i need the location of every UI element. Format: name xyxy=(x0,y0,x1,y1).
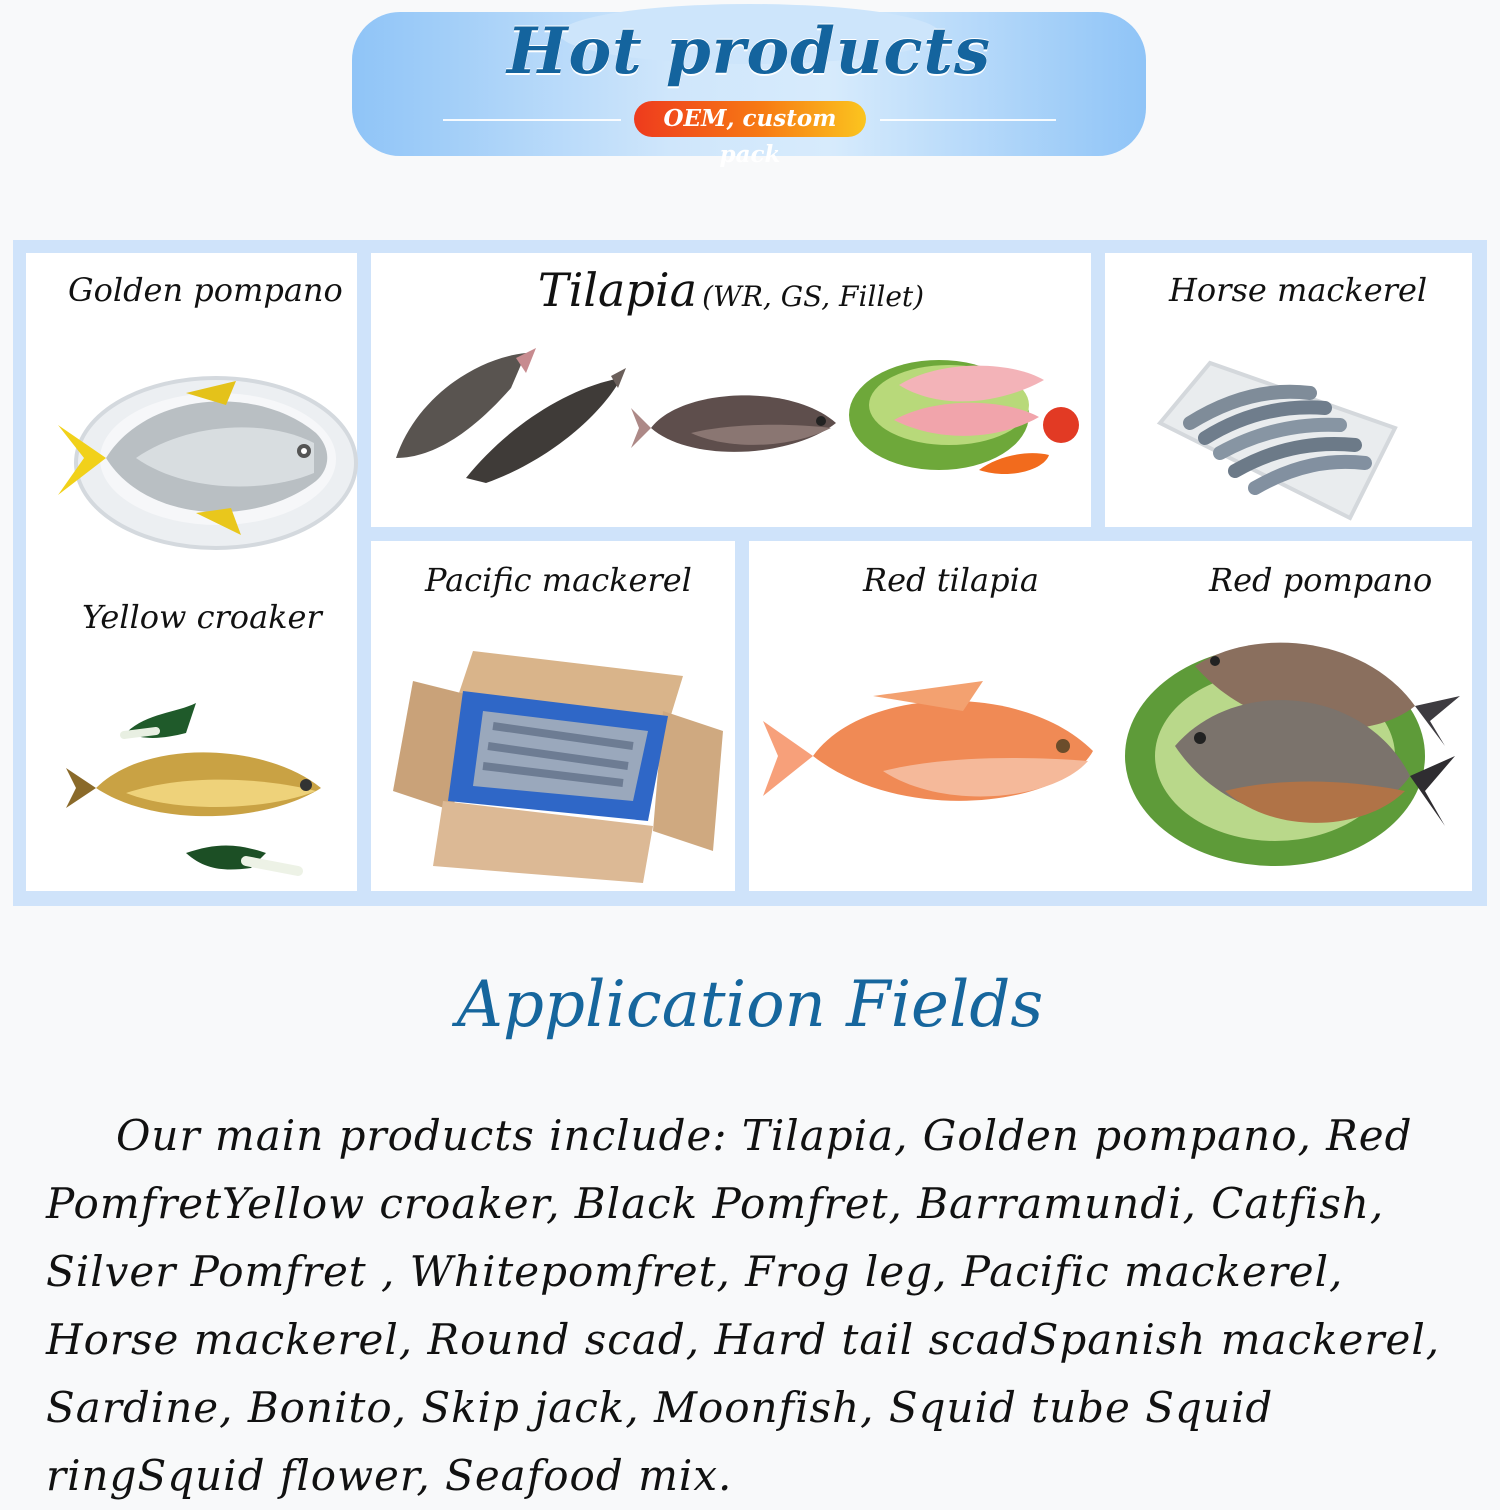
tilapia-heading xyxy=(371,263,1091,317)
label-red-pompano: Red pompano xyxy=(1209,561,1433,599)
golden-pompano-image xyxy=(46,363,356,553)
cell-tilapia xyxy=(371,253,1091,527)
tilapia-gutted-image xyxy=(631,373,851,473)
banner-divider-left xyxy=(443,119,621,121)
label-yellow-croaker: Yellow croaker xyxy=(82,598,322,636)
label-tilapia: Tilapia xyxy=(537,263,698,317)
tilapia-whole-round-image xyxy=(386,348,626,488)
banner-title: Hot products xyxy=(507,14,991,89)
cell-red-tilapia-red-pompano xyxy=(749,541,1472,891)
application-fields-text: Our main products include: Tilapia, Golden pompano, Red PomfretYellow croaker, Black Pomfret, Barramundi, Catfish, Silver Pomfret , Whitepomfret, Frog leg, Pacific mackerel, Horse mackerel, Round scad, Hard tail scadSpanish mackerel, Sardine, Bonito, Skip jack, Moonfish, Squid tube Squid ringSquid flower, Seafood mix. xyxy=(46,1111,1441,1500)
cell-horse-mackerel xyxy=(1105,253,1472,527)
product-grid xyxy=(13,240,1487,906)
yellow-croaker-image xyxy=(66,693,346,883)
label-pacific-mackerel: Pacific mackerel xyxy=(425,561,692,599)
label-golden-pompano: Golden pompano xyxy=(68,271,343,309)
application-fields-title: Application Fields xyxy=(456,968,1044,1042)
red-tilapia-image xyxy=(763,676,1103,836)
red-pompano-image xyxy=(1125,626,1460,871)
banner-subtitle-badge: OEM, custom pack xyxy=(634,101,866,137)
label-tilapia-note: (WR, GS, Fillet) xyxy=(702,280,925,313)
banner-divider-right xyxy=(880,119,1056,121)
cell-pacific-mackerel xyxy=(371,541,735,891)
label-horse-mackerel: Horse mackerel xyxy=(1169,271,1428,309)
label-red-tilapia: Red tilapia xyxy=(863,561,1039,599)
tilapia-fillet-image xyxy=(849,345,1079,495)
cell-golden-pompano-yellow-croaker xyxy=(26,253,357,891)
pacific-mackerel-image xyxy=(393,651,723,883)
horse-mackerel-image xyxy=(1160,353,1400,528)
